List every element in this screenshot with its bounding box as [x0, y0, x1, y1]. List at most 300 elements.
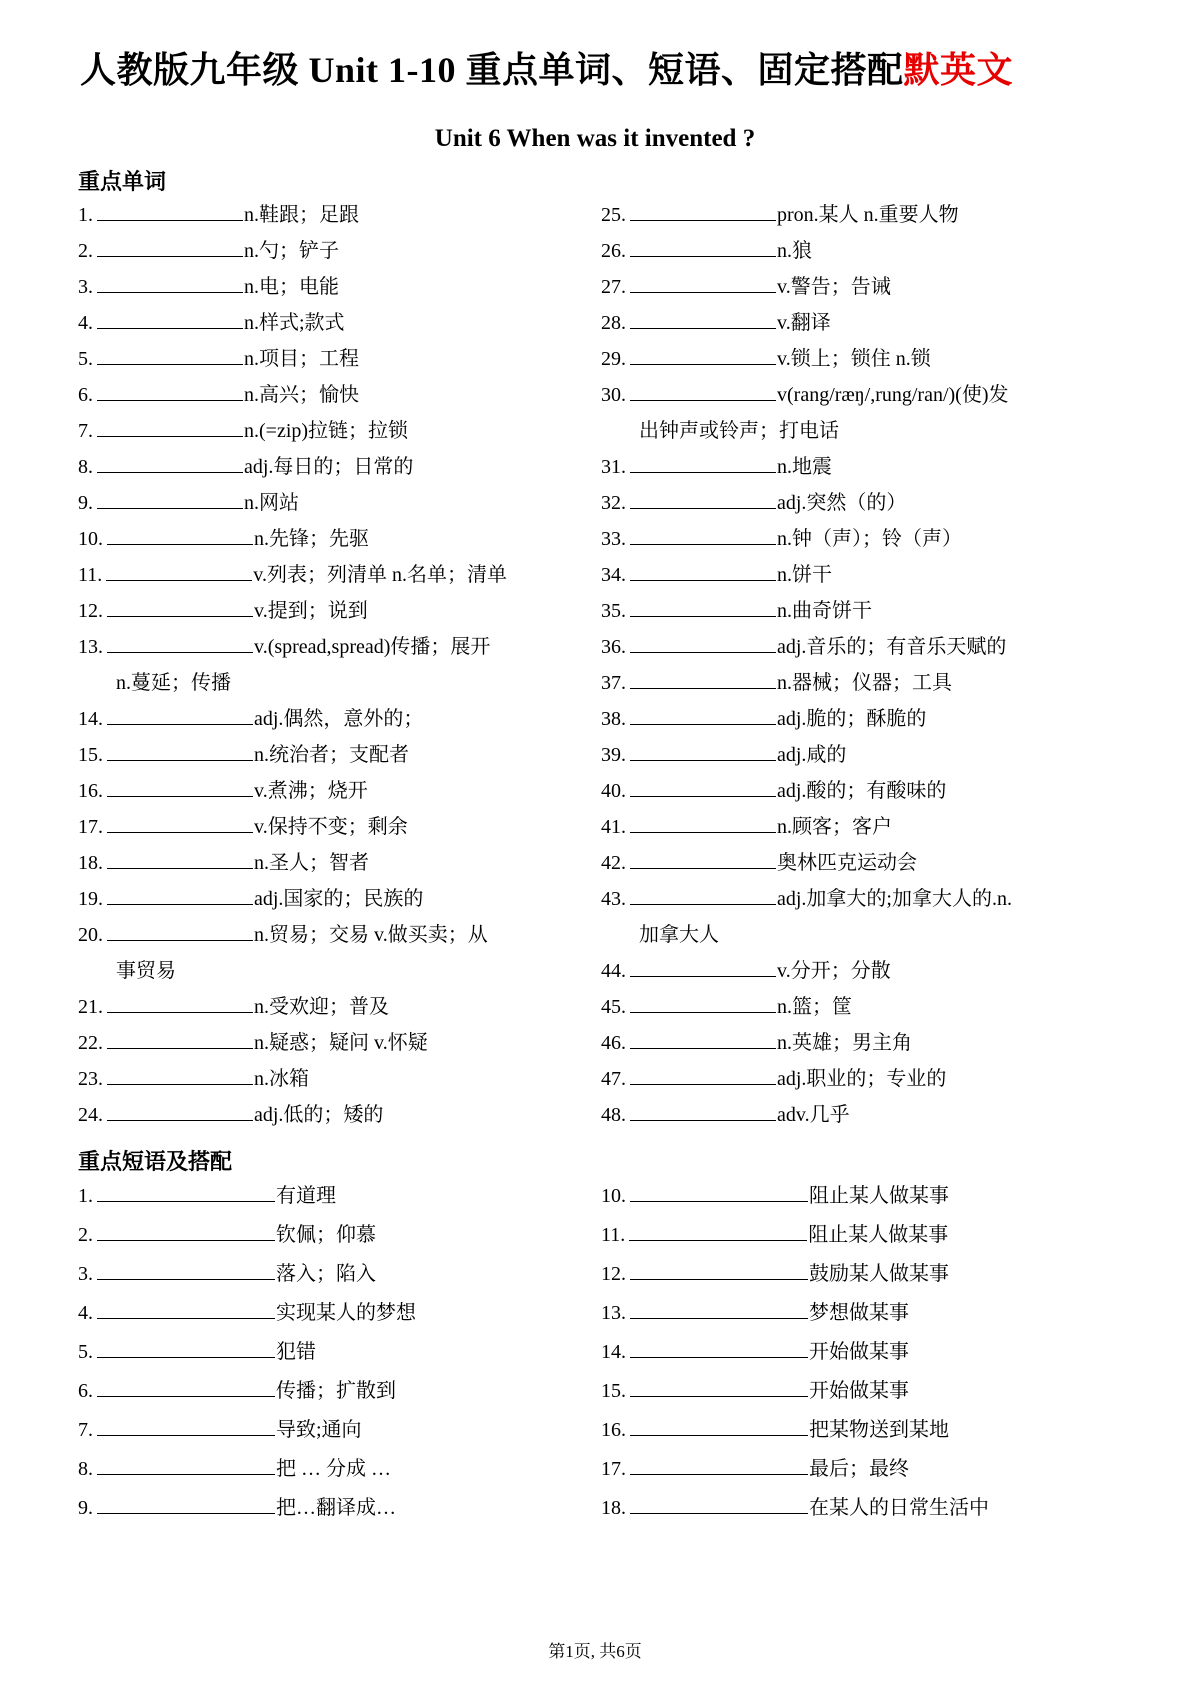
item-definition: n.钟（声）；铃（声）	[777, 528, 962, 550]
item-definition: adv.几乎	[777, 1104, 850, 1126]
list-item	[601, 1294, 1124, 1333]
list-item-line	[78, 1294, 601, 1333]
item-continuation: n.蔓延；传播	[116, 672, 231, 694]
item-number: 23.	[78, 1068, 103, 1090]
list-item	[78, 1177, 601, 1216]
list-item-line	[601, 809, 1124, 845]
key-phrases-heading: 重点短语及搭配	[78, 1149, 233, 1174]
list-item-line	[601, 701, 1124, 737]
item-number: 9.	[78, 1497, 93, 1519]
item-definition: n.曲奇饼干	[777, 600, 872, 622]
list-item-line	[78, 809, 601, 845]
answer-blank	[630, 746, 776, 761]
document-content	[0, 167, 1190, 1528]
answer-blank	[97, 1343, 275, 1358]
item-number: 39.	[601, 744, 626, 766]
answer-blank	[97, 1499, 275, 1514]
list-item-line	[601, 665, 1124, 701]
list-item-line	[601, 1177, 1124, 1216]
list-item	[78, 1372, 601, 1411]
list-item-line	[601, 1294, 1124, 1333]
key-phrases-column-left	[78, 1177, 601, 1528]
answer-blank	[630, 206, 776, 221]
list-item-line	[78, 701, 601, 737]
answer-blank	[97, 278, 243, 293]
title-main-text: 人教版九年级 Unit 1-10 重点单词、短语、固定搭配	[80, 50, 904, 90]
key-phrases-columns	[78, 1177, 1124, 1528]
list-item-line	[78, 1025, 601, 1061]
list-item	[78, 305, 601, 341]
answer-blank	[97, 242, 243, 257]
list-item	[78, 557, 601, 593]
list-item-line	[601, 269, 1124, 305]
list-item	[601, 629, 1124, 665]
item-number: 7.	[78, 420, 93, 442]
item-definition: n.勺；铲子	[244, 240, 339, 262]
list-item-line	[78, 1489, 601, 1528]
item-number: 22.	[78, 1032, 103, 1054]
list-item	[601, 989, 1124, 1025]
answer-blank	[630, 1265, 808, 1280]
list-item	[78, 1255, 601, 1294]
answer-blank	[630, 314, 776, 329]
answer-blank	[630, 1106, 776, 1121]
list-item-line	[601, 629, 1124, 665]
list-item-line	[78, 1061, 601, 1097]
list-item-line	[601, 557, 1124, 593]
item-number: 10.	[601, 1185, 626, 1207]
answer-blank	[97, 1265, 275, 1280]
item-number: 20.	[78, 924, 103, 946]
item-definition: n.受欢迎；普及	[254, 996, 389, 1018]
item-number: 1.	[78, 204, 93, 226]
key-words-columns	[78, 197, 1124, 1133]
list-item-line	[78, 773, 601, 809]
item-definition: v.列表；列清单 n.名单；清单	[253, 564, 507, 586]
item-definition: adj.国家的；民族的	[254, 888, 424, 910]
item-number: 4.	[78, 312, 93, 334]
list-item	[601, 341, 1124, 377]
list-item	[78, 845, 601, 881]
answer-blank	[107, 1070, 253, 1085]
item-definition: n.(=zip)拉链；拉锁	[244, 420, 409, 442]
list-item	[78, 593, 601, 629]
item-number: 18.	[78, 852, 103, 874]
item-number: 47.	[601, 1068, 626, 1090]
item-number: 10.	[78, 528, 103, 550]
list-item	[601, 809, 1124, 845]
list-item	[601, 557, 1124, 593]
list-item	[601, 845, 1124, 881]
list-item	[78, 809, 601, 845]
list-item	[78, 377, 601, 413]
unit-subtitle: Unit 6 When was it invented ?	[434, 125, 756, 152]
item-number: 21.	[78, 996, 103, 1018]
item-definition: 有道理	[276, 1185, 336, 1207]
answer-blank	[630, 890, 776, 905]
list-item-line	[78, 269, 601, 305]
answer-blank	[97, 1187, 275, 1202]
item-definition: n.贸易；交易 v.做买卖；从	[254, 924, 488, 946]
list-item	[78, 1294, 601, 1333]
list-item	[601, 521, 1124, 557]
item-definition: 实现某人的梦想	[276, 1302, 416, 1324]
list-item	[601, 1333, 1124, 1372]
answer-blank	[630, 1343, 808, 1358]
list-item-line	[78, 1450, 601, 1489]
section-key-words	[78, 167, 1124, 1133]
item-number: 31.	[601, 456, 626, 478]
item-number: 48.	[601, 1104, 626, 1126]
list-item-line	[601, 377, 1124, 413]
item-definition: n.统治者；支配者	[254, 744, 409, 766]
answer-blank	[630, 1421, 808, 1436]
item-number: 6.	[78, 1380, 93, 1402]
list-item	[601, 593, 1124, 629]
list-item-line	[78, 377, 601, 413]
answer-blank	[107, 638, 253, 653]
item-number: 42.	[601, 852, 626, 874]
list-item	[601, 233, 1124, 269]
item-number: 17.	[601, 1458, 626, 1480]
answer-blank	[630, 1382, 808, 1397]
list-item	[78, 1025, 601, 1061]
item-definition: 钦佩；仰慕	[276, 1224, 376, 1246]
list-item-line	[78, 881, 601, 917]
item-definition: 阻止某人做某事	[809, 1185, 949, 1207]
answer-blank	[630, 566, 776, 581]
item-definition: 把…翻译成…	[276, 1497, 396, 1519]
list-item	[601, 377, 1124, 449]
item-definition: n.英雄；男主角	[777, 1032, 912, 1054]
answer-blank	[97, 350, 243, 365]
item-number: 3.	[78, 1263, 93, 1285]
item-number: 38.	[601, 708, 626, 730]
list-item-line	[601, 485, 1124, 521]
item-definition: n.地震	[777, 456, 832, 478]
list-item-line	[601, 953, 1124, 989]
answer-blank	[97, 206, 243, 221]
answer-blank	[630, 602, 776, 617]
list-item	[78, 989, 601, 1025]
item-number: 11.	[601, 1224, 626, 1246]
item-number: 27.	[601, 276, 626, 298]
list-item	[78, 701, 601, 737]
list-item-line	[601, 1411, 1124, 1450]
answer-blank	[630, 710, 776, 725]
item-number: 29.	[601, 348, 626, 370]
list-item	[601, 305, 1124, 341]
list-item-line	[78, 341, 601, 377]
list-item-line	[601, 845, 1124, 881]
list-item	[601, 773, 1124, 809]
item-number: 12.	[601, 1263, 626, 1285]
answer-blank	[97, 458, 243, 473]
item-continuation: 加拿大人	[639, 924, 719, 946]
answer-blank	[107, 890, 253, 905]
item-definition: v.煮沸；烧开	[254, 780, 368, 802]
list-item	[601, 1450, 1124, 1489]
item-definition: adj.咸的	[777, 744, 847, 766]
item-number: 16.	[78, 780, 103, 802]
item-number: 26.	[601, 240, 626, 262]
item-definition: 犯错	[276, 1341, 316, 1363]
item-definition: n.电；电能	[244, 276, 339, 298]
answer-blank	[630, 494, 776, 509]
answer-blank	[97, 1382, 275, 1397]
list-item-line	[78, 485, 601, 521]
list-item	[78, 449, 601, 485]
list-item-line	[78, 1333, 601, 1372]
item-number: 37.	[601, 672, 626, 694]
item-definition: n.项目；工程	[244, 348, 359, 370]
item-definition: v.警告；告诫	[777, 276, 891, 298]
answer-blank	[107, 926, 253, 941]
list-item-line	[78, 1097, 601, 1133]
list-item-line	[601, 1025, 1124, 1061]
list-item-line	[601, 1489, 1124, 1528]
answer-blank	[97, 1226, 275, 1241]
item-number: 40.	[601, 780, 626, 802]
list-item-line	[601, 305, 1124, 341]
item-definition: 在某人的日常生活中	[809, 1497, 989, 1519]
answer-blank	[629, 1226, 807, 1241]
item-number: 18.	[601, 1497, 626, 1519]
answer-blank	[106, 566, 252, 581]
answer-blank	[630, 386, 776, 401]
item-number: 44.	[601, 960, 626, 982]
list-item	[78, 629, 601, 701]
answer-blank	[630, 1304, 808, 1319]
item-definition: n.疑惑；疑问 v.怀疑	[254, 1032, 428, 1054]
answer-blank	[97, 314, 243, 329]
answer-blank	[630, 1460, 808, 1475]
item-definition: 把某物送到某地	[809, 1419, 949, 1441]
item-definition: pron.某人 n.重要人物	[777, 204, 959, 226]
answer-blank	[107, 530, 253, 545]
list-item-line	[78, 233, 601, 269]
list-item	[78, 521, 601, 557]
item-number: 4.	[78, 1302, 93, 1324]
list-item-line	[78, 737, 601, 773]
list-item-line	[78, 449, 601, 485]
list-item	[78, 233, 601, 269]
answer-blank	[107, 1034, 253, 1049]
list-item-line	[78, 521, 601, 557]
item-number: 14.	[78, 708, 103, 730]
item-definition: n.网站	[244, 492, 299, 514]
item-definition: n.样式;款式	[244, 312, 345, 334]
item-number: 2.	[78, 240, 93, 262]
item-definition: 最后；最终	[809, 1458, 909, 1480]
list-item	[601, 1411, 1124, 1450]
answer-blank	[630, 674, 776, 689]
section-key-phrases	[78, 1147, 1124, 1528]
item-definition: 开始做某事	[809, 1341, 909, 1363]
list-item-line	[78, 1372, 601, 1411]
item-definition: 鼓励某人做某事	[809, 1263, 949, 1285]
item-definition: n.先锋；先驱	[254, 528, 369, 550]
key-phrases-column-right	[601, 1177, 1124, 1528]
list-item	[78, 773, 601, 809]
answer-blank	[630, 998, 776, 1013]
item-number: 1.	[78, 1185, 93, 1207]
item-number: 41.	[601, 816, 626, 838]
item-number: 2.	[78, 1224, 93, 1246]
item-number: 12.	[78, 600, 103, 622]
list-item-line	[601, 341, 1124, 377]
answer-blank	[107, 746, 253, 761]
item-number: 3.	[78, 276, 93, 298]
answer-blank	[107, 818, 253, 833]
answer-blank	[630, 818, 776, 833]
list-item	[78, 1450, 601, 1489]
list-item-line	[78, 989, 601, 1025]
list-item-line	[78, 1411, 601, 1450]
key-words-heading: 重点单词	[78, 169, 167, 194]
answer-blank	[107, 710, 253, 725]
list-item-line	[78, 1255, 601, 1294]
list-item-line	[601, 197, 1124, 233]
item-number: 45.	[601, 996, 626, 1018]
list-item	[601, 449, 1124, 485]
item-number: 13.	[601, 1302, 626, 1324]
key-words-column-right	[601, 197, 1124, 1133]
list-item	[78, 341, 601, 377]
item-definition: n.狼	[777, 240, 812, 262]
item-definition: adj.酸的；有酸味的	[777, 780, 947, 802]
item-definition: adj.突然（的）	[777, 492, 907, 514]
list-item	[78, 485, 601, 521]
item-definition: 传播；扩散到	[276, 1380, 396, 1402]
item-definition: n.器械；仪器；工具	[777, 672, 952, 694]
answer-blank	[630, 242, 776, 257]
item-definition: adj.音乐的；有音乐天赋的	[777, 636, 1007, 658]
list-item-line	[78, 197, 601, 233]
answer-blank	[107, 1106, 253, 1121]
list-item	[601, 197, 1124, 233]
answer-blank	[97, 1304, 275, 1319]
item-number: 30.	[601, 384, 626, 406]
answer-blank	[630, 1187, 808, 1202]
document-title	[0, 0, 1190, 93]
item-number: 28.	[601, 312, 626, 334]
list-item-line	[78, 629, 601, 665]
list-item	[601, 1097, 1124, 1133]
list-item	[78, 737, 601, 773]
list-item	[78, 1411, 601, 1450]
answer-blank	[630, 1070, 776, 1085]
item-number: 35.	[601, 600, 626, 622]
item-number: 17.	[78, 816, 103, 838]
answer-blank	[107, 998, 253, 1013]
item-number: 34.	[601, 564, 626, 586]
list-item-line	[601, 1333, 1124, 1372]
item-number: 8.	[78, 1458, 93, 1480]
list-item	[78, 197, 601, 233]
list-item	[601, 665, 1124, 701]
list-item	[601, 269, 1124, 305]
list-item	[601, 1255, 1124, 1294]
answer-blank	[630, 278, 776, 293]
item-definition: adj.偶然，意外的；	[254, 708, 424, 730]
list-item-line	[78, 1216, 601, 1255]
item-number: 36.	[601, 636, 626, 658]
item-definition: v.保持不变；剩余	[254, 816, 408, 838]
list-item-line	[78, 413, 601, 449]
item-definition: v.(spread,spread)传播；展开	[254, 636, 491, 658]
list-item	[78, 1216, 601, 1255]
item-number: 14.	[601, 1341, 626, 1363]
item-number: 19.	[78, 888, 103, 910]
title-highlight-text: 默英文	[903, 50, 1014, 90]
list-item	[601, 953, 1124, 989]
list-item	[78, 269, 601, 305]
answer-blank	[97, 1421, 275, 1436]
list-item	[78, 1333, 601, 1372]
item-definition: 把 … 分成 …	[276, 1458, 391, 1480]
list-item-line	[601, 449, 1124, 485]
item-number: 5.	[78, 348, 93, 370]
list-item-line	[601, 521, 1124, 557]
answer-blank	[107, 602, 253, 617]
answer-blank	[107, 782, 253, 797]
list-item-line	[601, 989, 1124, 1025]
list-item-line	[601, 1061, 1124, 1097]
item-definition: 梦想做某事	[809, 1302, 909, 1324]
answer-blank	[630, 638, 776, 653]
item-number: 24.	[78, 1104, 103, 1126]
item-definition: adj.脆的；酥脆的	[777, 708, 927, 730]
item-number: 15.	[78, 744, 103, 766]
answer-blank	[97, 386, 243, 401]
item-definition: v.翻译	[777, 312, 831, 334]
item-definition: 奥林匹克运动会	[777, 852, 917, 874]
list-item-line	[78, 1177, 601, 1216]
list-item	[78, 881, 601, 917]
item-number: 16.	[601, 1419, 626, 1441]
list-item-line	[601, 1216, 1124, 1255]
list-item-line	[601, 1097, 1124, 1133]
item-number: 11.	[78, 564, 103, 586]
answer-blank	[630, 530, 776, 545]
list-item	[601, 485, 1124, 521]
item-definition: n.高兴；愉快	[244, 384, 359, 406]
answer-blank	[630, 1499, 808, 1514]
list-item	[601, 1372, 1124, 1411]
list-item	[601, 737, 1124, 773]
list-item-line	[601, 1450, 1124, 1489]
answer-blank	[97, 1460, 275, 1475]
list-item	[78, 917, 601, 989]
item-continuation: 出钟声或铃声；打电话	[639, 420, 839, 442]
item-definition: 阻止某人做某事	[808, 1224, 949, 1246]
list-item	[601, 1025, 1124, 1061]
item-number: 7.	[78, 1419, 93, 1441]
item-definition: adj.加拿大的;加拿大人的.n.	[777, 888, 1012, 910]
list-item	[601, 1489, 1124, 1528]
key-words-column-left	[78, 197, 601, 1133]
list-item-line	[78, 917, 601, 953]
item-number: 6.	[78, 384, 93, 406]
page-number-footer: 第1页, 共6页	[548, 1642, 642, 1661]
answer-blank	[97, 422, 243, 437]
item-definition: v.分开；分散	[777, 960, 891, 982]
item-number: 43.	[601, 888, 626, 910]
item-number: 5.	[78, 1341, 93, 1363]
item-definition: n.圣人；智者	[254, 852, 369, 874]
item-definition: adj.每日的；日常的	[244, 456, 414, 478]
